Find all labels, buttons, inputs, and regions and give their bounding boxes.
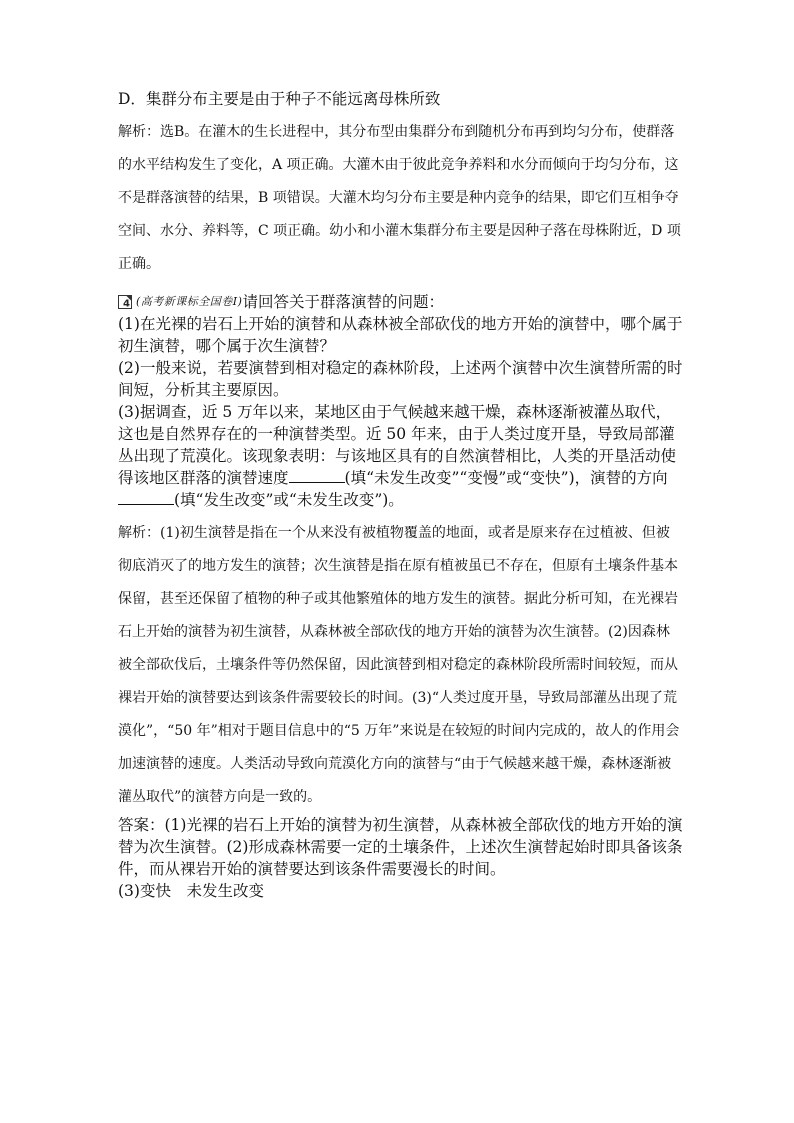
analysis-paragraph-1: 解析：选B。在灌木的生长进程中，其分布型由集群分布到随机分布再到均匀分布，使群落的水平结构发生了变化，A 项正确。大灌木由于彼此竞争养料和水分而倾向于均匀分布，这不是群落演替的结果，B 项错误。大灌木均匀分布主要是种内竞争的结果，即它们互相争夺空间、水分、养料等，C 项正确。幼小和小灌木集群分布主要是因种子落在母株附近，D 项正确。 (118, 124, 681, 272)
answer-blank-1 (289, 468, 345, 483)
question-part-3 (118, 401, 683, 511)
document-page (118, 88, 683, 902)
option-d: D．集群分布主要是由于种子不能远离母株所致 (118, 90, 441, 108)
analysis-paragraph-2: 解析：(1)初生演替是指在一个从来没有被植物覆盖的地面，或者是原来存在过植被、但被彻底消灭了的地方发生的演替；次生演替是指在原有植被虽已不存在，但原有土壤条件基本保留，甚至还保留了植物的种子或其他繁殖体的地方发生的演替。据此分析可知，在光裸岩石上开始的演替为初生演替，从森林被全部砍伐的地方开始的演替为次生演替。(2)因森林被全部砍伐后，土壤条件等仍然保留，因此演替到相对稳定的森林阶段所需时间较短，而从裸岩开始的演替要达到该条件需要较长的时间。(3)“人类过度开垦，导致局部灌丛出现了荒漠化”，“50 年”相对于题目信息中的“5 万年”来说是在较短的时间内完成的，故人的作用会加速演替的速度。人类活动导致向荒漠化方向的演替与“由于气候越来越干燥，森林逐渐被灌丛取代”的演替方向是一致的。 (118, 525, 680, 805)
question-header (118, 291, 683, 313)
question-number-icon (118, 295, 132, 309)
question-number-badge (118, 295, 132, 309)
question-stem: 请回答关于群落演替的问题： (242, 293, 444, 311)
answer-blank-2 (118, 490, 174, 505)
question-part-3-text-a: (3)据调查，近 5 万年以来，某地区由于气候越来越干燥，森林逐渐被灌丛取代，这也是自然界存在的一种演替类型。近 50 年来，由于人类过度开垦，导致局部灌丛出现了荒漠化。该现象表明：与该地区具有的自然演替相比，人类的开垦活动使得该地区群落的演替速度 (118, 403, 677, 487)
question-part-3-text-c: (填“发生改变”或“未发生改变”)。 (174, 491, 404, 509)
answer-part-3: (3)变快 未发生改变 (118, 882, 264, 900)
question-part-2: (2)一般来说，若要演替到相对稳定的森林阶段，上述两个演替中次生演替所需的时间短，分析其主要原因。 (118, 359, 683, 399)
question-part-1: (1)在光裸的岩石上开始的演替和从森林被全部砍伐的地方开始的演替中，哪个属于初生演替，哪个属于次生演替？ (118, 315, 683, 355)
svg-text:4: 4 (123, 298, 130, 309)
question-part-3-text-b: (填“未发生改变”“变慢”或“变快”)，演替的方向 (344, 469, 668, 487)
answer-part-1-2: 答案：(1)光裸的岩石上开始的演替为初生演替，从森林被全部砍伐的地方开始的演替为次生演替。(2)形成森林需要一定的土壤条件，上述次生演替起始时即具备该条件，而从裸岩开始的演替要达到该条件需要漫长的时间。 (118, 816, 683, 878)
question-source: (高考新课标全国卷Ⅰ) (136, 295, 243, 308)
